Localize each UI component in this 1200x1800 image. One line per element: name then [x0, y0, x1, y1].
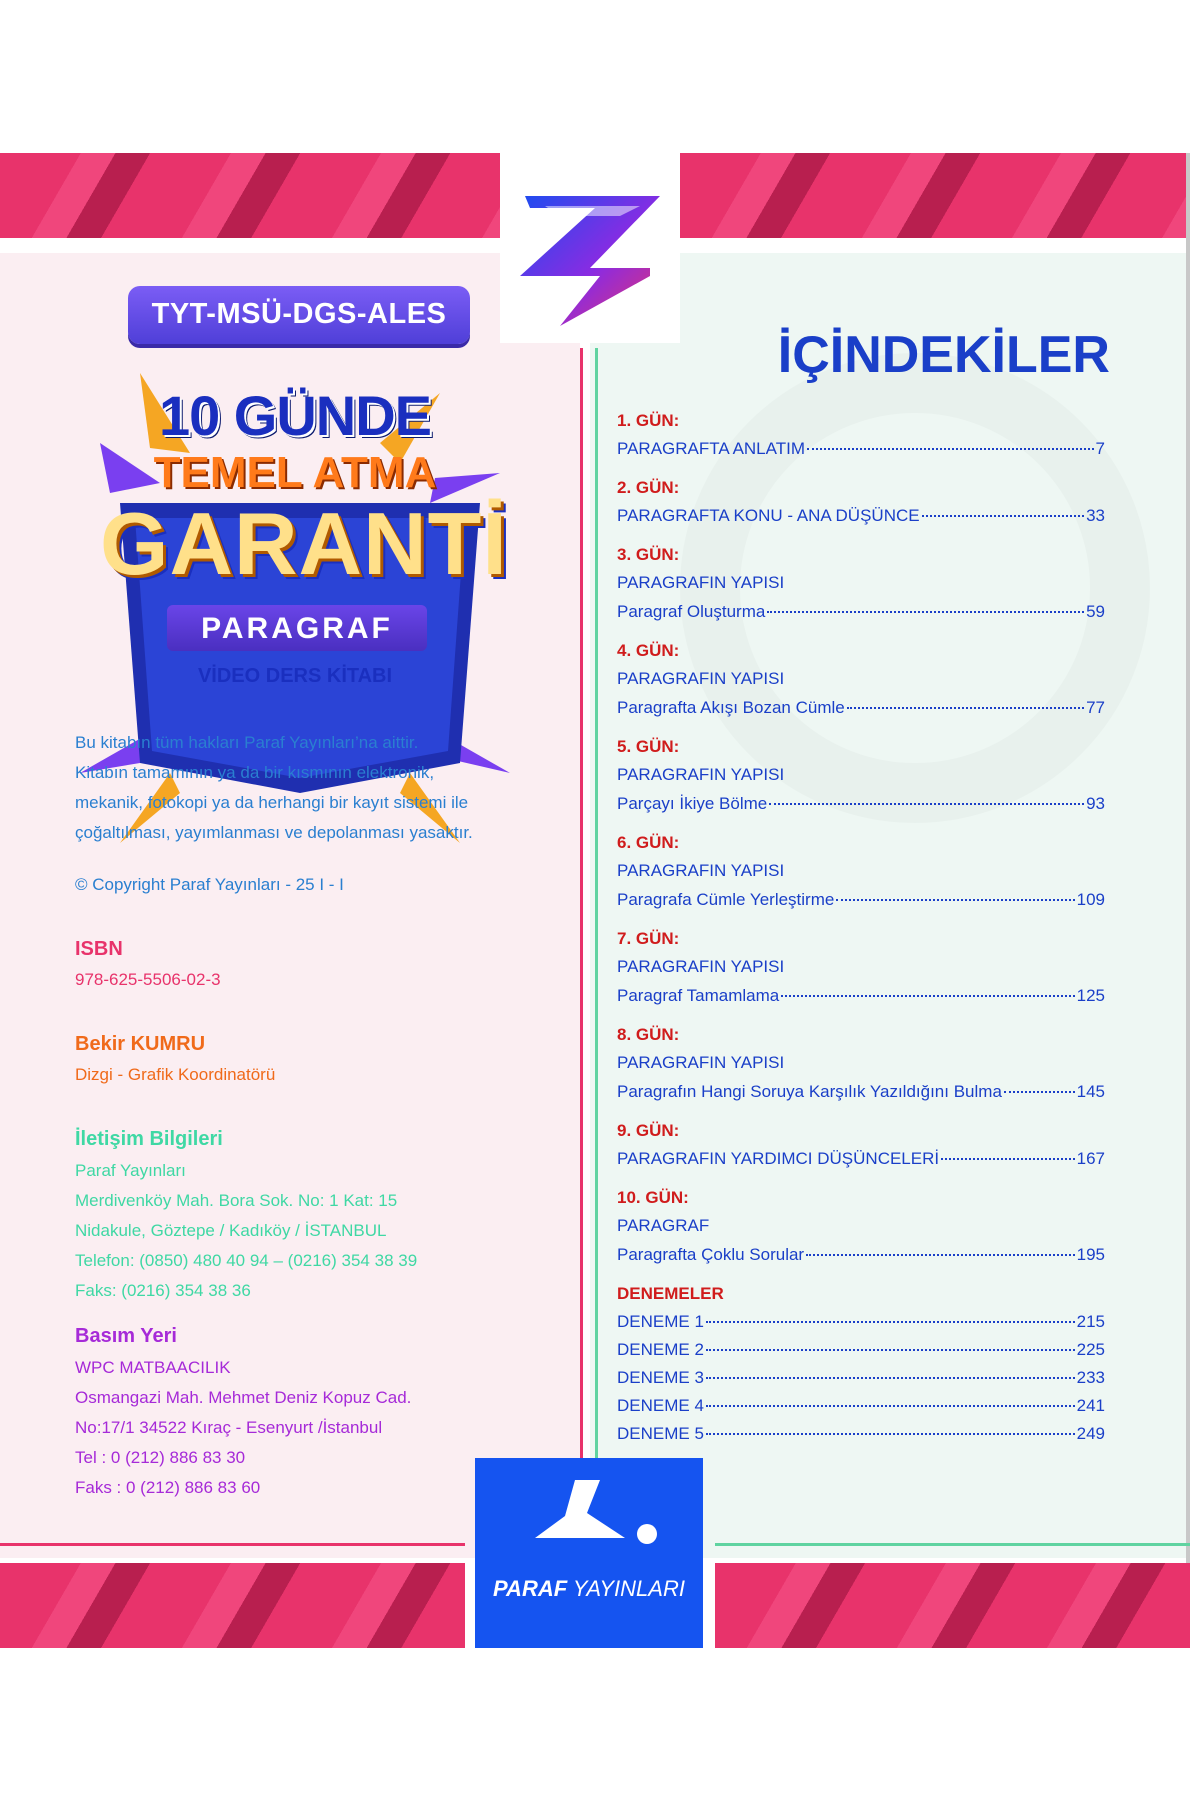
isbn-heading: ISBN [75, 938, 123, 960]
leader-dots [769, 803, 1084, 805]
rights-line: Bu kitabın tüm hakları Paraf Yayınları’na aittir. [75, 733, 419, 752]
coordinator-name: Bekir KUMRU [75, 1033, 206, 1055]
leader-dots [836, 899, 1074, 901]
toc-entry-label: Paragrafta Çoklu Sorular [617, 1245, 805, 1264]
leader-dots [847, 707, 1084, 709]
toc-day: 9. GÜN: [617, 1121, 680, 1140]
toc-day: 1. GÜN: [617, 411, 680, 430]
toc-section [617, 573, 1105, 593]
cover-title-line2: TEMEL ATMA [153, 448, 437, 497]
toc-day: 6. GÜN: [617, 833, 680, 852]
bottom-right-stripe-band [715, 1563, 1190, 1648]
leader-dots [706, 1321, 1075, 1323]
print-heading: Basım Yeri [75, 1325, 177, 1347]
toc-section-label: PARAGRAFIN YAPISI [617, 1053, 785, 1072]
leader-dots [706, 1433, 1075, 1435]
exam-badge-label: TYT-MSÜ-DGS-ALES [151, 298, 447, 330]
print-line: No:17/1 34522 Kıraç - Esenyurt /İstanbul [75, 1418, 383, 1437]
green-divider [595, 348, 598, 1603]
page-edge [1186, 153, 1190, 1648]
publisher-logo [475, 1458, 703, 1648]
toc-entry[interactable] [617, 1396, 1105, 1416]
toc-page-number: 125 [1076, 986, 1105, 1005]
pink-rule-bottom [0, 1543, 465, 1546]
exam-badge [128, 286, 470, 344]
contact-heading: İletişim Bilgileri [75, 1128, 223, 1150]
leader-dots [807, 448, 1094, 450]
print-info [75, 1353, 411, 1503]
toc-title: İÇİNDEKİLER [777, 326, 1110, 384]
toc-page-number: 59 [1086, 602, 1105, 621]
print-line: WPC MATBAACILIK [75, 1358, 231, 1377]
leader-dots [706, 1405, 1075, 1407]
contact-line: Telefon: (0850) 480 40 94 – (0216) 354 38 39 [75, 1251, 418, 1270]
leader-dots [781, 995, 1074, 997]
toc-day: 5. GÜN: [617, 737, 680, 756]
z-logo [500, 148, 680, 343]
toc-entry-label: Paragrafın Hangi Soruya Karşılık Yazıldığını Bulma [617, 1082, 1002, 1101]
top-right-stripe-band [680, 153, 1190, 238]
toc-section-label: PARAGRAFIN YAPISI [617, 669, 785, 688]
leader-dots [922, 515, 1084, 517]
coordinator-role: Dizgi - Grafik Koordinatörü [75, 1065, 276, 1084]
toc-entry[interactable] [617, 506, 1105, 526]
toc-section [617, 1216, 1105, 1236]
toc-entry[interactable] [617, 890, 1105, 910]
toc-page-number: 249 [1076, 1424, 1105, 1443]
toc-page-number: 33 [1086, 506, 1105, 525]
toc-entry-label: DENEME 3 [617, 1368, 704, 1387]
toc-entry[interactable] [617, 1082, 1105, 1102]
toc-page-number: 215 [1076, 1312, 1105, 1331]
publisher-mark-icon [475, 1458, 703, 1568]
book-page [0, 153, 1190, 1648]
toc-tests-heading: DENEMELER [617, 1284, 724, 1303]
contact-info [75, 1156, 417, 1306]
cover-tagline: VİDEO DERS KİTABI [197, 665, 393, 687]
isbn-value: 978-625-5506-02-3 [75, 970, 221, 989]
leader-dots [767, 611, 1084, 613]
z-logo-icon [500, 148, 680, 343]
publisher-name-bold: PARAF [493, 1576, 568, 1601]
toc-page-number: 7 [1095, 439, 1105, 458]
print-line: Osmangazi Mah. Mehmet Deniz Kopuz Cad. [75, 1388, 412, 1407]
toc-entry[interactable] [617, 1340, 1105, 1360]
toc-section-label: PARAGRAFIN YAPISI [617, 573, 785, 592]
contact-line: Paraf Yayınları [75, 1161, 186, 1180]
toc-entry[interactable] [617, 439, 1105, 459]
bottom-left-stripe-band [0, 1563, 465, 1648]
toc-entry[interactable] [617, 1312, 1105, 1332]
print-line: Tel : 0 (212) 886 83 30 [75, 1448, 246, 1467]
toc-page-number: 233 [1076, 1368, 1105, 1387]
toc-day: 10. GÜN: [617, 1188, 689, 1207]
toc-entry-label: DENEME 2 [617, 1340, 704, 1359]
toc-entry[interactable] [617, 698, 1105, 718]
toc-entry-label: Parçayı İkiye Bölme [617, 794, 768, 813]
toc-page-number: 167 [1076, 1149, 1105, 1168]
print-line: Faks : 0 (212) 886 83 60 [75, 1478, 261, 1497]
toc-page-number: 145 [1076, 1082, 1105, 1101]
toc-day: 8. GÜN: [617, 1025, 680, 1044]
toc-entry-label: PARAGRAFTA KONU - ANA DÜŞÜNCE [617, 506, 920, 525]
leader-dots [1004, 1091, 1075, 1093]
toc-entry-label: DENEME 1 [617, 1312, 704, 1331]
toc-page-number: 195 [1076, 1245, 1105, 1264]
contact-line: Faks: (0216) 354 38 36 [75, 1281, 251, 1300]
toc-section [617, 957, 1105, 977]
leader-dots [941, 1158, 1075, 1160]
cover-title-line1: 10 GÜNDE [158, 384, 432, 447]
toc-page-number: 241 [1076, 1396, 1105, 1415]
rights-line: çoğaltılması, yayımlanması ve depolanması yasaktır. [75, 823, 473, 842]
toc-entry[interactable] [617, 1245, 1105, 1265]
pink-divider [580, 348, 583, 1603]
toc-entry-label: PARAGRAFTA ANLATIM [617, 439, 805, 458]
toc-day: 2. GÜN: [617, 478, 680, 497]
publisher-name [475, 1576, 703, 1602]
toc-section-label: PARAGRAFIN YAPISI [617, 957, 785, 976]
toc-entry[interactable] [617, 1424, 1105, 1444]
toc-page-number: 77 [1086, 698, 1105, 717]
rights-notice [75, 728, 535, 848]
toc-entry[interactable] [617, 1368, 1105, 1388]
toc-page-number: 93 [1086, 794, 1105, 813]
contact-line: Nidakule, Göztepe / Kadıköy / İSTANBUL [75, 1221, 387, 1240]
copyright-line: © Copyright Paraf Yayınları - 25 I - I [75, 875, 344, 894]
cover-subject: PARAGRAF [201, 612, 393, 645]
publisher-name-rest: YAYINLARI [567, 1576, 685, 1601]
toc-entry[interactable] [617, 602, 1105, 622]
leader-dots [806, 1254, 1075, 1256]
toc-entry-label: DENEME 5 [617, 1424, 704, 1443]
leader-dots [706, 1349, 1075, 1351]
toc-section-label: PARAGRAFIN YAPISI [617, 861, 785, 880]
cover-title-line3: GARANTİ [100, 494, 508, 593]
rights-line: mekanik, fotokopi ya da herhangi bir kayıt sistemi ile [75, 793, 469, 812]
toc-section [617, 765, 1105, 785]
toc-section [617, 669, 1105, 689]
rights-line: Kitabın tamamının ya da bir kısmının elektronik, [75, 763, 435, 782]
toc-entry-label: PARAGRAFIN YARDIMCI DÜŞÜNCELERİ [617, 1149, 940, 1168]
toc-entry-label: Paragraf Tamamlama [617, 986, 780, 1005]
toc-entry[interactable] [617, 986, 1105, 1006]
toc-section [617, 861, 1105, 881]
toc-entry[interactable] [617, 794, 1105, 814]
toc-entry-label: DENEME 4 [617, 1396, 704, 1415]
toc-entry-label: Paragraf Oluşturma [617, 602, 766, 621]
toc-entry[interactable] [617, 1149, 1105, 1169]
leader-dots [706, 1377, 1075, 1379]
top-left-stripe-band [0, 153, 500, 238]
toc-page-number: 225 [1076, 1340, 1105, 1359]
toc-section [617, 1053, 1105, 1073]
toc-day: 3. GÜN: [617, 545, 680, 564]
contact-line: Merdivenköy Mah. Bora Sok. No: 1 Kat: 15 [75, 1191, 398, 1210]
toc-day: 4. GÜN: [617, 641, 680, 660]
toc-section-label: PARAGRAF [617, 1216, 710, 1235]
toc-entry-label: Paragrafta Akışı Bozan Cümle [617, 698, 845, 717]
toc-day: 7. GÜN: [617, 929, 680, 948]
toc-section-label: PARAGRAFIN YAPISI [617, 765, 785, 784]
toc-entry-label: Paragrafa Cümle Yerleştirme [617, 890, 835, 909]
green-rule-bottom [715, 1543, 1190, 1546]
toc-page-number: 109 [1076, 890, 1105, 909]
cover-subject-box [167, 605, 427, 651]
